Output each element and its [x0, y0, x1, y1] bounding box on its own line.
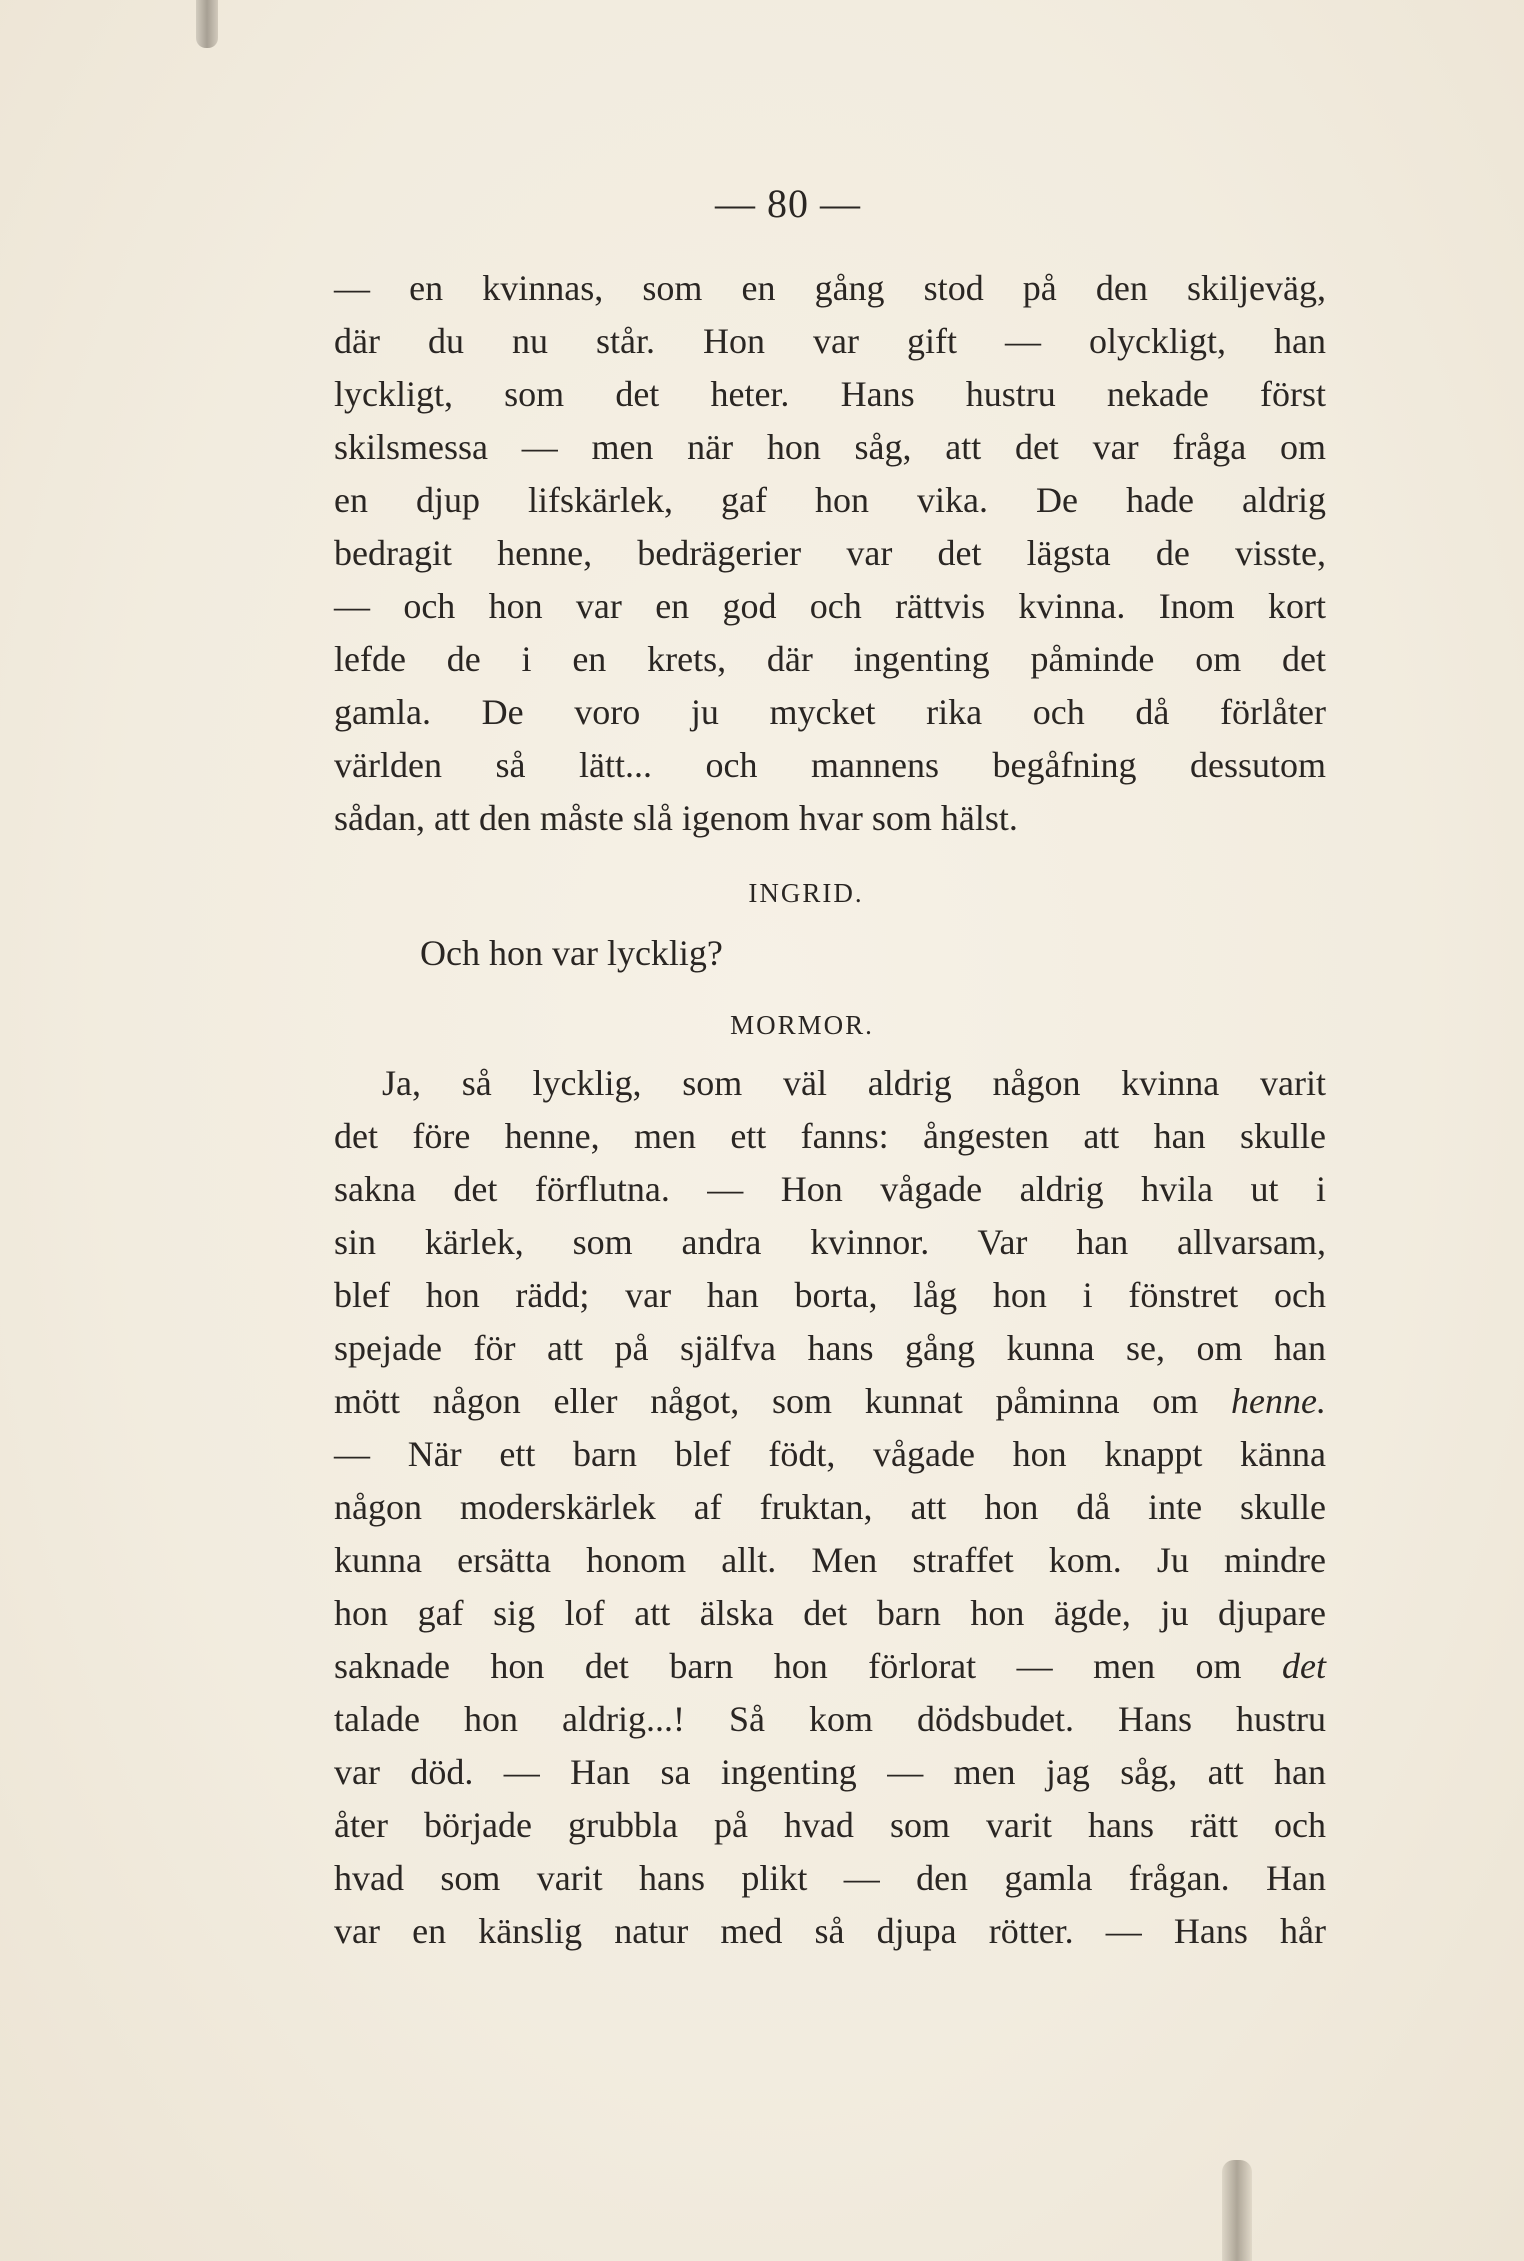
text-line: blef hon rädd; var han borta, låg hon i fönstret och — [334, 1275, 1326, 1315]
binding-mark — [1222, 2160, 1252, 2261]
text-line: där du nu står. Hon var gift — olyckligt, han — [334, 321, 1326, 361]
text-line: talade hon aldrig...! Så kom dödsbudet. Hans hustru — [334, 1699, 1326, 1739]
text-line: lefde de i en krets, där ingenting påminde om det — [334, 639, 1326, 679]
text-line: någon moderskärlek af fruktan, att hon då inte skulle — [334, 1487, 1326, 1527]
text-line: sakna det förflutna. — Hon vågade aldrig hvila ut i — [334, 1169, 1326, 1209]
text-line: världen så lätt... och mannens begåfning dessutom — [334, 745, 1326, 785]
text-line: det före henne, men ett fanns: ångesten att han skulle — [334, 1116, 1326, 1156]
text-line: sådan, att den måste slå igenom hvar som hälst. — [334, 798, 1018, 838]
text-line: — en kvinnas, som en gång stod på den skiljeväg, — [334, 268, 1326, 308]
text-line: Och hon var lycklig? — [420, 933, 723, 973]
text-line: gamla. De voro ju mycket rika och då förlåter — [334, 692, 1326, 732]
text-segment: saknade hon det barn hon förlorat — men om — [334, 1646, 1283, 1686]
speaker-name: INGRID. — [748, 878, 864, 908]
text-line: hvad som varit hans plikt — den gamla frågan. Han — [334, 1858, 1326, 1898]
text-line: sin kärlek, som andra kvinnor. Var han allvarsam, — [334, 1222, 1326, 1262]
text-line: bedragit henne, bedrägerier var det lägsta de visste, — [334, 533, 1326, 573]
text-line-with-emphasis — [334, 1640, 1326, 1693]
binding-mark — [196, 0, 218, 48]
paragraph-2 — [334, 1057, 1326, 1958]
text-line: hon gaf sig lof att älska det barn hon ägde, ju djupare — [334, 1593, 1326, 1633]
text-line: en djup lifskärlek, gaf hon vika. De hade aldrig — [334, 480, 1326, 520]
text-line: kunna ersätta honom allt. Men straffet kom. Ju mindre — [334, 1540, 1326, 1580]
text-line: spejade för att på själfva hans gång kunna se, om han — [334, 1328, 1326, 1368]
text-line: — och hon var en god och rättvis kvinna. Inom kort — [334, 586, 1326, 626]
text-line: var död. — Han sa ingenting — men jag såg, att han — [334, 1752, 1326, 1792]
text-line: Ja, så lycklig, som väl aldrig någon kvinna varit — [382, 1063, 1326, 1103]
text-line: åter började grubbla på hvad som varit hans rätt och — [334, 1805, 1326, 1845]
text-line: — När ett barn blef födt, vågade hon knappt känna — [334, 1434, 1326, 1474]
emphasis-word: det — [1282, 1646, 1326, 1686]
text-segment: mött någon eller något, som kunnat påminna om — [334, 1381, 1232, 1421]
text-line: var en känslig natur med så djupa rötter. — Hans hår — [334, 1911, 1326, 1951]
speaker-name: MORMOR. — [730, 1010, 874, 1040]
text-line: lyckligt, som det heter. Hans hustru nekade först — [334, 374, 1326, 414]
text-line-with-emphasis — [334, 1375, 1326, 1428]
page-number: — 80 — — [715, 181, 861, 226]
paragraph-1 — [334, 262, 1326, 845]
text-line: skilsmessa — men när hon såg, att det var fråga om — [334, 427, 1326, 467]
emphasis-word: henne. — [1231, 1381, 1326, 1421]
dialogue-line — [420, 927, 1412, 980]
